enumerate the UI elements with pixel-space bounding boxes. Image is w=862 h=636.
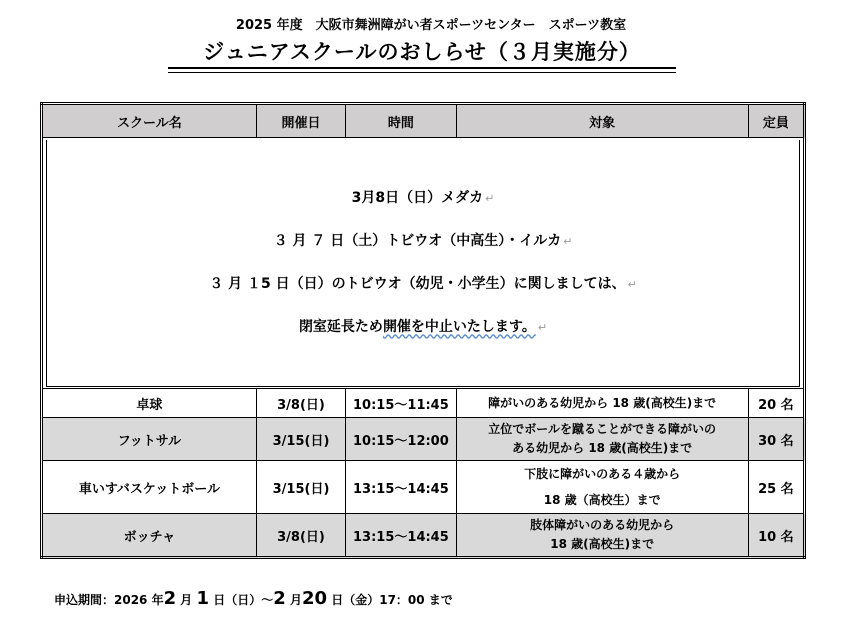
return-mark: ↵: [627, 277, 637, 291]
school-capacity: 10 名: [748, 514, 804, 558]
end-month: 2: [273, 588, 286, 609]
deadline-text: 日（金）17：00 まで: [331, 593, 453, 607]
subtitle: 2025 年度 大阪市舞洲障がい者スポーツセンター スポーツ教室: [235, 18, 627, 33]
return-mark: ↵: [563, 234, 573, 248]
target-line: 下肢に障がいのある４歳から: [524, 467, 681, 481]
notice-row: [42, 138, 805, 389]
school-name: 車いすバスケットボール: [42, 461, 257, 514]
notice-line: [352, 177, 495, 220]
notice-line: [274, 220, 573, 263]
notice-line: [209, 263, 637, 306]
table-row: [42, 461, 805, 514]
notice-cell: [42, 138, 805, 389]
start-month: 2: [163, 588, 177, 609]
notice-text: ３ 月 ７ 日（土）トビウオ（中高生）・イルカ: [273, 232, 562, 249]
return-mark: ↵: [537, 320, 548, 334]
cancellation-notice: [46, 140, 800, 387]
target-line: 肢体障がいのある幼児から: [530, 518, 675, 532]
notice-text: ３ 月 １5 日（日）のトビウオ（幼児・小学生）に関しましては、: [209, 275, 626, 292]
school-target: [456, 389, 748, 418]
school-date: 3/15(日): [256, 418, 345, 461]
school-time: 10:15～11:45: [346, 389, 456, 418]
table-row: [42, 418, 805, 461]
month-text: 月: [289, 593, 302, 607]
school-date: 3/8(日): [256, 514, 345, 558]
target-line: 障がいのある幼児から 18 歳(高校生)まで: [488, 395, 717, 410]
page-title: ジュニアスクールのおしらせ（３月実施分）: [168, 36, 676, 69]
target-line: 立位でボールを蹴ることができる障がいの: [488, 422, 717, 436]
col-header-date: 開催日: [256, 104, 345, 138]
school-time: 13:15～14:45: [346, 461, 456, 514]
col-header-time: 時間: [346, 104, 456, 138]
return-mark: ↵: [485, 191, 495, 205]
school-name: ボッチャ: [42, 514, 257, 558]
school-capacity: 20 名: [748, 389, 804, 418]
school-target: [456, 514, 748, 558]
school-name: フットサル: [42, 418, 257, 461]
school-date: 3/8(日): [256, 389, 345, 418]
col-header-capacity: 定員: [748, 104, 804, 138]
target-line: 18 歳(高校生)まで: [550, 537, 655, 551]
title-underline: [168, 72, 676, 73]
school-time: 10:15～12:00: [346, 418, 456, 461]
start-day: 1: [196, 588, 210, 609]
notice-text: 3月8日（日）メダカ: [351, 189, 484, 206]
day-text: 日（日）～: [213, 593, 274, 607]
school-capacity: 25 名: [748, 461, 804, 514]
col-header-target: 対象: [456, 104, 748, 138]
target-line: 18 歳（高校生）まで: [543, 493, 661, 507]
month-text: 月: [180, 593, 193, 607]
table-row: [42, 514, 805, 558]
notice-text: 閉室延長ため: [298, 318, 383, 335]
col-header-school: スクール名: [42, 104, 257, 138]
school-target: [456, 418, 748, 461]
school-time: 13:15～14:45: [346, 514, 456, 558]
target-line: ある幼児から 18 歳(高校生)まで: [512, 441, 693, 455]
notice-line: [299, 306, 547, 349]
school-name: 卓球: [42, 389, 257, 418]
school-capacity: 30 名: [748, 418, 804, 461]
table-header-row: [42, 104, 805, 138]
application-period: [54, 588, 453, 609]
school-date: 3/15(日): [256, 461, 345, 514]
table-row: [42, 389, 805, 418]
school-target: [456, 461, 748, 514]
notice-text-underlined: 開催を中止いたします。: [382, 318, 536, 335]
end-day: 20: [301, 588, 328, 609]
school-schedule-table: [40, 102, 806, 559]
application-label: 申込期間：2026 年: [54, 593, 164, 607]
